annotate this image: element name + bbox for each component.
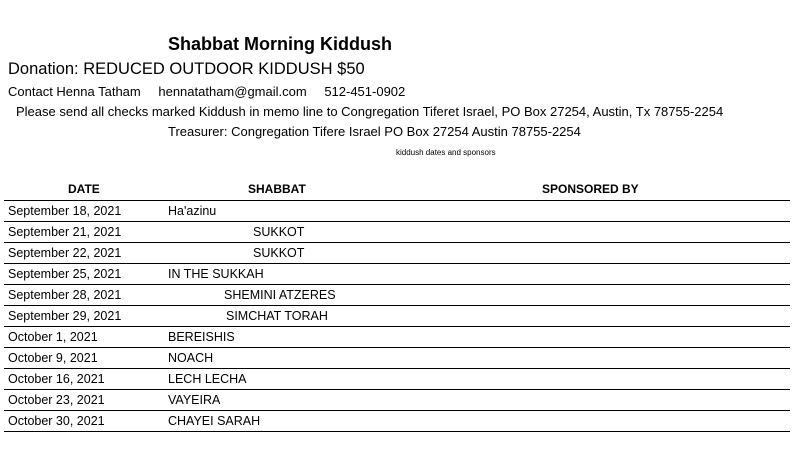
cell-date: September 28, 2021 bbox=[8, 288, 122, 302]
cell-date: September 18, 2021 bbox=[8, 204, 122, 218]
cell-shabbat: NOACH bbox=[168, 351, 214, 365]
table-row bbox=[4, 411, 790, 432]
cell-shabbat: SUKKOT bbox=[253, 246, 305, 260]
contact-name: Contact Henna Tatham bbox=[8, 84, 141, 99]
cell-shabbat: SHEMINI ATZERES bbox=[224, 288, 336, 302]
contact-email: hennatatham@gmail.com bbox=[158, 84, 307, 99]
table-row bbox=[4, 306, 790, 327]
cell-date: September 25, 2021 bbox=[8, 267, 122, 281]
table-caption: kiddush dates and sponsors bbox=[396, 148, 496, 157]
cell-date: October 9, 2021 bbox=[8, 351, 98, 365]
cell-shabbat: Ha'azinu bbox=[168, 204, 217, 218]
cell-date: October 30, 2021 bbox=[8, 414, 105, 428]
table-row bbox=[4, 327, 790, 348]
table-row bbox=[4, 390, 790, 411]
column-header-sponsored-by: SPONSORED BY bbox=[542, 182, 639, 196]
cell-shabbat: VAYEIRA bbox=[168, 393, 221, 407]
table-row bbox=[4, 264, 790, 285]
cell-date: September 29, 2021 bbox=[8, 309, 122, 323]
table-row bbox=[4, 222, 790, 243]
cell-shabbat: SUKKOT bbox=[253, 225, 305, 239]
check-instructions: Please send all checks marked Kiddush in memo line to Congregation Tiferet Israel, PO Box 27254, Austin, Tx 78755-2254 bbox=[16, 104, 724, 119]
page-title: Shabbat Morning Kiddush bbox=[168, 34, 392, 54]
cell-shabbat: SIMCHAT TORAH bbox=[226, 309, 328, 323]
cell-date: October 23, 2021 bbox=[8, 393, 105, 407]
cell-shabbat: BEREISHIS bbox=[168, 330, 235, 344]
table-row bbox=[4, 243, 790, 264]
cell-date: October 16, 2021 bbox=[8, 372, 105, 386]
donation-line: Donation: REDUCED OUTDOOR KIDDUSH $50 bbox=[8, 60, 365, 78]
contact-line bbox=[8, 84, 419, 99]
column-header-date: DATE bbox=[68, 182, 100, 196]
table-row bbox=[4, 369, 790, 390]
table-row bbox=[4, 348, 790, 369]
kiddush-schedule-table bbox=[4, 200, 790, 432]
contact-phone: 512-451-0902 bbox=[324, 84, 406, 99]
cell-date: September 22, 2021 bbox=[8, 246, 122, 260]
column-header-shabbat: SHABBAT bbox=[248, 182, 306, 196]
table-row bbox=[4, 201, 790, 222]
treasurer-line: Treasurer: Congregation Tifere Israel PO Box 27254 Austin 78755-2254 bbox=[168, 124, 581, 139]
cell-date: October 1, 2021 bbox=[8, 330, 98, 344]
cell-shabbat: CHAYEI SARAH bbox=[168, 414, 261, 428]
cell-shabbat: IN THE SUKKAH bbox=[168, 267, 264, 281]
cell-date: September 21, 2021 bbox=[8, 225, 122, 239]
table-row bbox=[4, 285, 790, 306]
cell-shabbat: LECH LECHA bbox=[168, 372, 247, 386]
